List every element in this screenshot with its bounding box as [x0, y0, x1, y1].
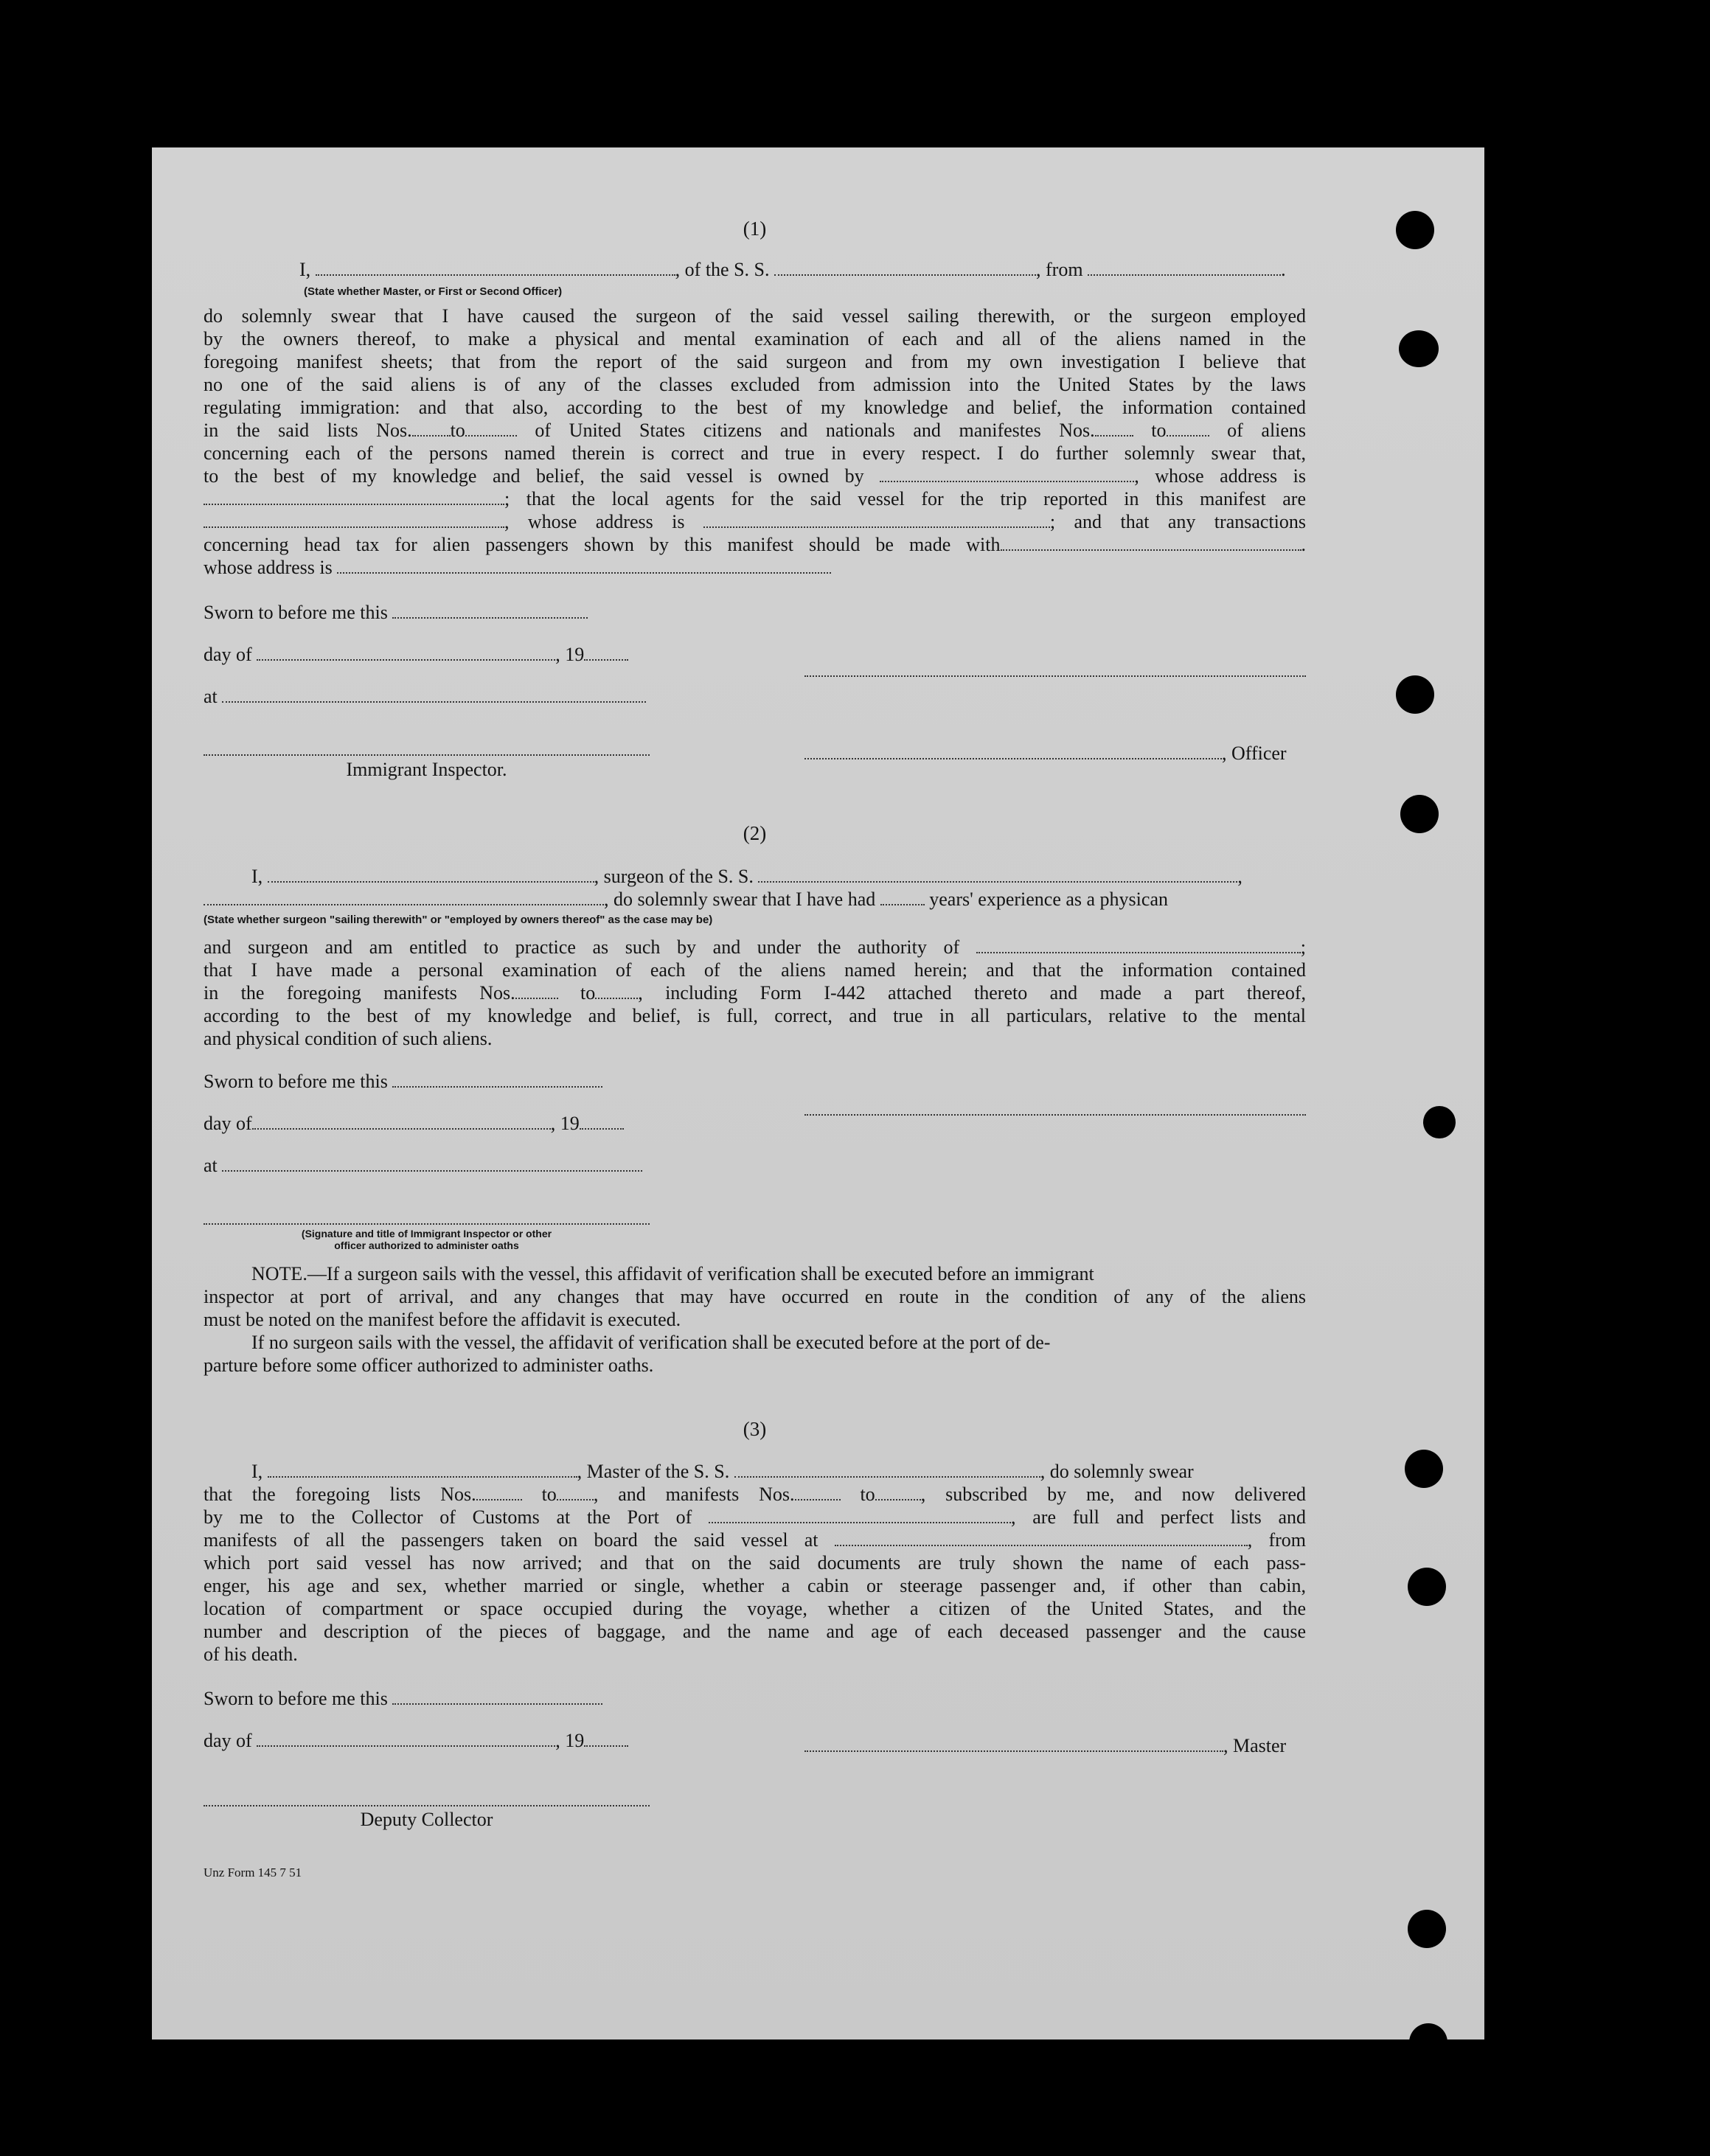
punch-hole	[1409, 2023, 1447, 2062]
s1-sworn: Sworn to before me this	[204, 601, 588, 624]
s1-officer-note: (State whether Master, or First or Second Officer)	[304, 285, 563, 298]
s1-i-label: I,	[299, 259, 311, 280]
s2-officer-note-2: officer authorized to administer oaths	[334, 1239, 519, 1251]
s2-years-blank[interactable]	[880, 888, 925, 905]
s2-ship-blank[interactable]	[758, 865, 1237, 883]
punch-hole	[1400, 795, 1439, 833]
s3-para-3: location of compartment or space occupied during the voyage, whether a citizen of the United States, and the	[204, 1598, 1306, 1619]
s1-list-from-blank[interactable]	[412, 419, 451, 437]
s3-line-2: that the foregoing lists Nos. to , and manifests Nos. to , subscribed by me, and now delivered	[204, 1484, 1307, 1505]
s2-status-note: (State whether surgeon "sailing therewith" or "employed by owners thereof" as the case may be)	[204, 914, 713, 926]
s1-officer-label: , Officer	[1222, 743, 1287, 764]
s3-line-4: manifests of all the passengers taken on board the said vessel at , from	[204, 1529, 1307, 1551]
s1-officer-signature	[804, 742, 1287, 765]
section-3-number: (3)	[743, 1418, 767, 1440]
s2-para-6: according to the best of my knowledge and belief, is full, correct, and true in all particulars, relative to the mental	[204, 1005, 1306, 1026]
s3-master-sig-blank[interactable]	[804, 1734, 1223, 1752]
punch-hole	[1408, 1568, 1446, 1606]
s3-para-4: number and description of the pieces of baggage, and the name and age of each deceased passenger and the cause	[204, 1621, 1306, 1642]
note-line-2: inspector at port of arrival, and any changes that may have occurred en route in the condition of any of the aliens	[204, 1286, 1306, 1307]
s1-at: at	[204, 685, 646, 708]
note-line-4: If no surgeon sails with the vessel, the affidavit of verification shall be executed before at the port of de-	[251, 1332, 1051, 1353]
s2-at: at	[204, 1154, 642, 1177]
s1-agents-blank[interactable]	[204, 510, 504, 528]
punch-hole	[1408, 1910, 1446, 1948]
s3-list-to-blank[interactable]	[557, 1483, 594, 1500]
s1-officer-blank-sig[interactable]	[804, 742, 1222, 759]
s1-para-2: by the owners thereof, to make a physical and mental examination of each and all of the aliens named in the	[204, 328, 1306, 350]
note-line-5: parture before some officer authorized to administer oaths.	[204, 1355, 654, 1376]
s3-master-name-blank[interactable]	[268, 1460, 577, 1478]
s3-day: day of , 19	[204, 1729, 628, 1752]
s1-para-4: no one of the said aliens is of any of the classes excluded from admission into the United States by the laws	[204, 374, 1306, 395]
s3-deputy-label: Deputy Collector	[360, 1809, 493, 1830]
s2-sworn: Sworn to before me this	[204, 1070, 602, 1093]
s2-manifest-from-blank[interactable]	[515, 981, 558, 999]
s1-para-8: to the best of my knowledge and belief, the said vessel is owned by , whose address is	[204, 465, 1306, 487]
section-2-number: (2)	[743, 822, 767, 844]
s2-authority-blank[interactable]	[976, 936, 1301, 953]
s1-headtax-address-blank[interactable]	[337, 556, 831, 574]
s3-master-sig-label: , Master	[1223, 1735, 1287, 1756]
s3-manifest-to-blank[interactable]	[875, 1483, 921, 1500]
note-line-1: NOTE.—If a surgeon sails with the vessel, this affidavit of verification shall be executed before an immigrant	[251, 1263, 1094, 1284]
s1-para-1: do solemnly swear that I have caused the surgeon of the said vessel sailing therewith, or the surgeon employed	[204, 305, 1306, 327]
s2-status-blank[interactable]	[204, 888, 604, 905]
s2-surgeon-label: , surgeon of the S. S.	[594, 866, 754, 887]
s3-line-1: I, , Master of the S. S. , do solemnly swear	[251, 1461, 1194, 1482]
s2-officer-line[interactable]	[204, 1223, 650, 1225]
s3-para-1: which port said vessel has now arrived; and that on the said documents are truly shown the name of each pass-	[204, 1552, 1306, 1573]
s1-ship-blank[interactable]	[774, 258, 1036, 276]
s2-day-blank[interactable]	[252, 1112, 551, 1130]
note-line-3: must be noted on the manifest before the affidavit is executed.	[204, 1309, 681, 1330]
s1-at-blank[interactable]	[222, 685, 646, 703]
s3-manifest-from-blank[interactable]	[795, 1483, 841, 1500]
s3-deputy-line[interactable]	[204, 1804, 650, 1806]
s1-officer-blank[interactable]	[316, 258, 675, 276]
s1-inspector-label: Immigrant Inspector.	[346, 759, 507, 780]
punch-hole	[1423, 1106, 1456, 1138]
s1-day: day of , 19	[204, 643, 628, 666]
s2-para-4: that I have made a personal examination of each of the aliens named herein; and that the information contained	[204, 959, 1306, 981]
section-1-number: (1)	[743, 218, 767, 240]
s3-boarding-port-blank[interactable]	[835, 1529, 1248, 1546]
s3-master-label: , Master of the S. S.	[577, 1461, 730, 1482]
punch-hole	[1399, 330, 1439, 367]
s2-signature-line[interactable]	[804, 1113, 1306, 1116]
s1-para-10: , whose address is ; and that any transactions	[204, 510, 1306, 533]
s3-para-5: of his death.	[204, 1644, 298, 1665]
s2-surgeon-name-blank[interactable]	[268, 865, 594, 883]
s1-manifest-from-blank[interactable]	[1095, 419, 1133, 437]
s3-sworn: Sworn to before me this	[204, 1687, 602, 1710]
s2-day: day of , 19	[204, 1112, 624, 1135]
s1-para-11: concerning head tax for alien passengers shown by this manifest should be made with .	[204, 534, 1306, 555]
s1-para-5: regulating immigration: and that also, according to the best of my knowledge and belief, the information contained	[204, 397, 1306, 418]
s3-para-2: enger, his age and sex, whether married or single, whether a cabin or steerage passenger and, if other than cabin,	[204, 1575, 1306, 1596]
s2-at-blank[interactable]	[222, 1154, 642, 1172]
s3-sworn-blank[interactable]	[392, 1687, 602, 1705]
s2-para-5: in the foregoing manifests Nos. to , including Form I-442 attached thereto and made a part thereof,	[204, 982, 1306, 1004]
s1-manifest-to-blank[interactable]	[1167, 419, 1209, 437]
s1-headtax-blank[interactable]	[1001, 533, 1301, 551]
s2-manifest-to-blank[interactable]	[595, 981, 638, 999]
s1-inspector-line[interactable]	[204, 754, 650, 756]
s1-day-blank[interactable]	[257, 643, 555, 661]
s1-year-blank[interactable]	[584, 643, 628, 661]
s1-agents-address-blank[interactable]	[703, 510, 1050, 528]
s3-list-from-blank[interactable]	[476, 1483, 522, 1500]
s1-para-6: in the said lists Nos. to of United States citizens and nationals and manifestes Nos. to of aliens	[204, 420, 1307, 441]
s1-para-12: whose address is	[204, 556, 831, 579]
s3-ship-blank[interactable]	[734, 1460, 1040, 1478]
punch-hole	[1396, 675, 1434, 714]
s2-year-blank[interactable]	[580, 1112, 624, 1130]
s1-owner-address-blank[interactable]	[204, 487, 504, 505]
s1-line-1: I, , of the S. S. , from .	[299, 259, 1286, 280]
s3-year-blank[interactable]	[584, 1729, 628, 1747]
s2-officer-note-1: (Signature and title of Immigrant Inspector or other	[301, 1228, 552, 1239]
s2-sworn-blank[interactable]	[392, 1070, 602, 1088]
s1-list-to-blank[interactable]	[465, 419, 517, 437]
s1-from-blank[interactable]	[1088, 258, 1281, 276]
s1-from-label: , from	[1036, 259, 1083, 280]
s1-sworn-blank[interactable]	[392, 601, 588, 619]
s3-day-blank[interactable]	[257, 1729, 555, 1747]
s2-para-3: and surgeon and am entitled to practice as such by and under the authority of ;	[204, 936, 1307, 958]
punch-hole	[1405, 1450, 1443, 1488]
s2-para-7: and physical condition of such aliens.	[204, 1028, 493, 1049]
s2-line-2: , do solemnly swear that I have had years' experience as a physican	[204, 888, 1168, 911]
s2-line-1: I, , surgeon of the S. S. ,	[251, 866, 1242, 887]
document-page	[152, 147, 1484, 2039]
punch-hole	[1396, 211, 1434, 249]
s3-port-blank[interactable]	[709, 1506, 1011, 1523]
form-identifier: Unz Form 145 7 51	[204, 1865, 302, 1879]
s1-signature-line[interactable]	[804, 675, 1306, 677]
s1-para-7: concerning each of the persons named therein is correct and true in every respect. I do further solemnly swear that,	[204, 442, 1306, 464]
s1-of-ss-label: , of the S. S.	[675, 259, 770, 280]
s3-master-signature	[804, 1734, 1286, 1757]
s1-owner-blank[interactable]	[880, 465, 1134, 482]
s1-para-3: foregoing manifest sheets; that from the report of the said surgeon and from my own investigation I believe that	[204, 351, 1306, 372]
s1-para-9: ; that the local agents for the said vessel for the trip reported in this manifest are	[204, 487, 1306, 510]
s3-line-3: by me to the Collector of Customs at the Port of , are full and perfect lists and	[204, 1506, 1307, 1528]
